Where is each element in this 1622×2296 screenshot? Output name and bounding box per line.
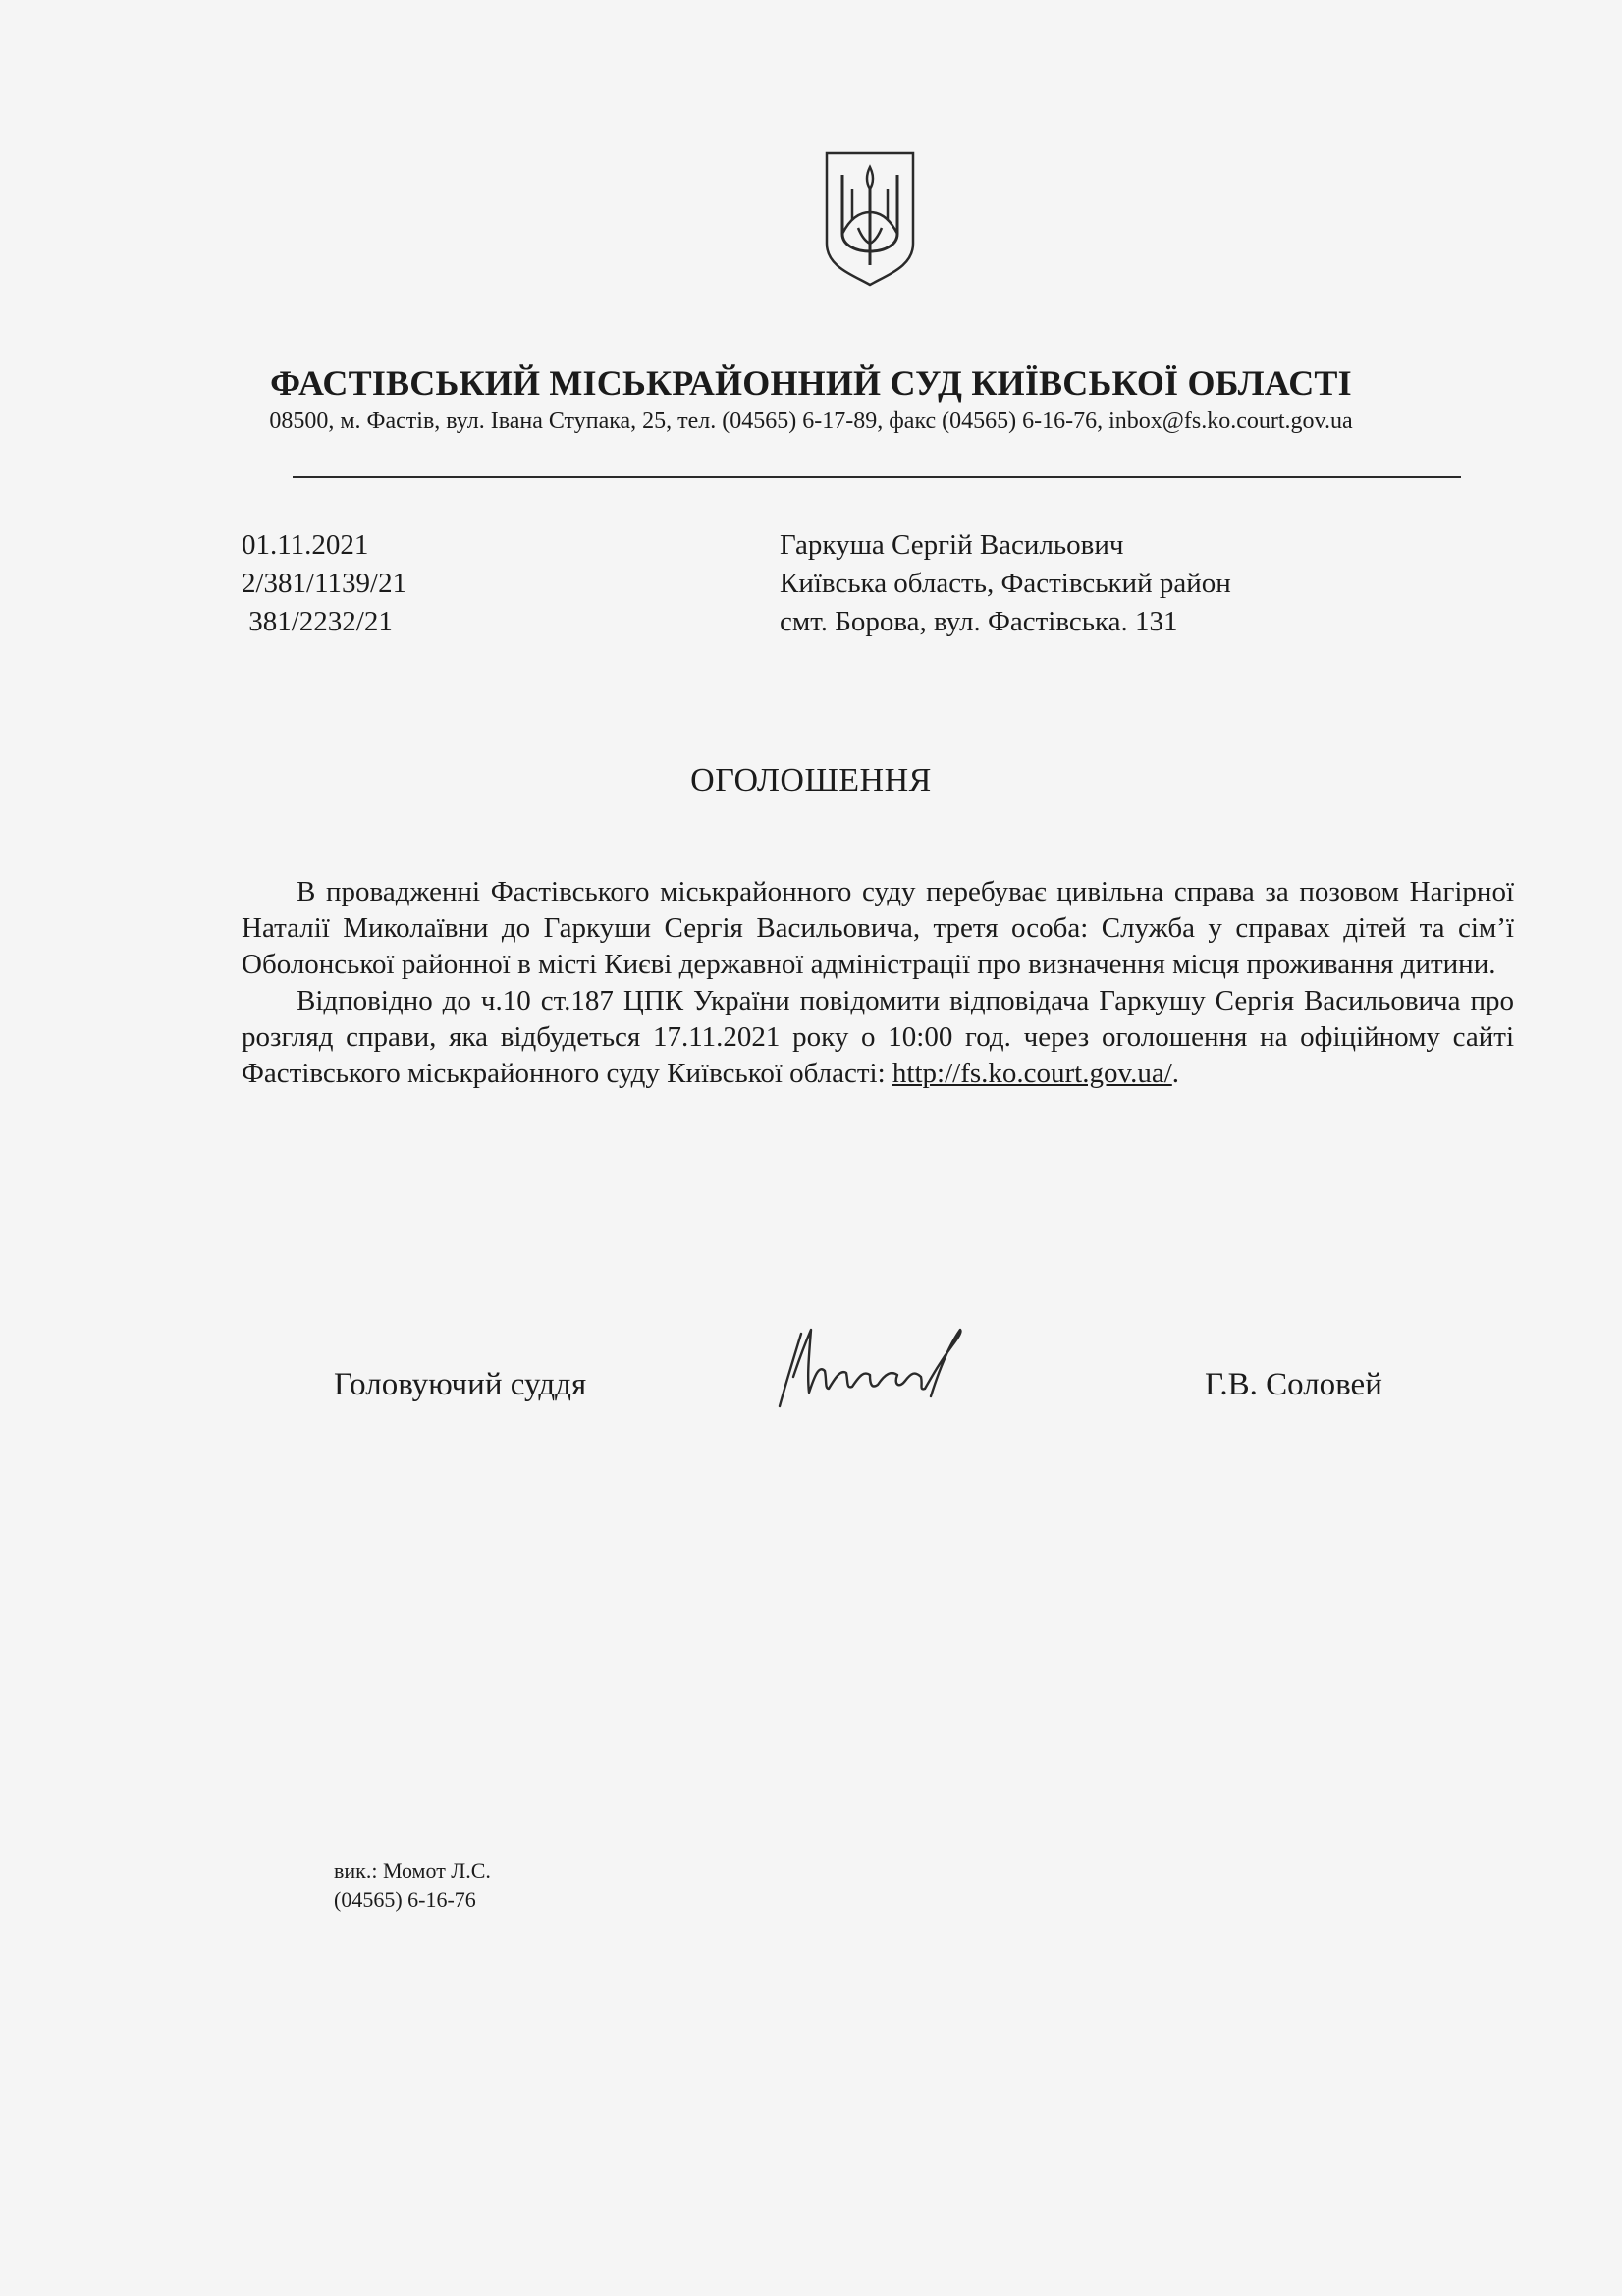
header-divider bbox=[293, 476, 1461, 478]
court-website-link[interactable]: http://fs.ko.court.gov.ua/ bbox=[892, 1058, 1172, 1089]
executor-block bbox=[334, 1856, 491, 1915]
document-date: 01.11.2021 bbox=[242, 529, 369, 561]
handwritten-signature bbox=[766, 1316, 1041, 1414]
recipient-address: смт. Борова, вул. Фастівська. 131 bbox=[780, 606, 1178, 637]
court-contacts: 08500, м. Фастів, вул. Івана Ступака, 25, тел. (04565) 6-17-89, факс (04565) 6-16-76, inbox@fs.ko.court.gov.ua bbox=[269, 409, 1353, 434]
recipient-name: Гаркуша Сергій Васильович bbox=[780, 529, 1124, 561]
signatory-role: Головуючий суддя bbox=[334, 1367, 587, 1402]
document-meta bbox=[242, 526, 406, 641]
judge-name: Г.В. Соловей bbox=[1205, 1367, 1382, 1402]
body-paragraph-2-text: Відповідно до ч.10 ст.187 ЦПК України повідомити відповідача Гаркушу Сергія Васильовича про розгляд справи, яка відбудеться 17.11.2021 року о 10:00 год. через оголошення на офіційному сайті Фастівського міськрайонного суду Київської області: bbox=[242, 985, 1514, 1089]
executor-phone: (04565) 6-16-76 bbox=[334, 1887, 476, 1912]
case-number: 2/381/1139/21 bbox=[242, 568, 407, 599]
document-title: ОГОЛОШЕННЯ bbox=[690, 762, 932, 798]
coat-of-arms-icon bbox=[823, 149, 917, 287]
executor-name: вик.: Момот Л.С. bbox=[334, 1858, 491, 1883]
link-suffix: . bbox=[1171, 1058, 1180, 1089]
recipient-region: Київська область, Фастівський район bbox=[780, 568, 1231, 599]
outgoing-number: 381/2232/21 bbox=[242, 606, 393, 637]
body-paragraph-2 bbox=[242, 983, 1514, 1092]
body-paragraph-1: В провадженні Фастівського міськрайонного суду перебуває цивільна справа за позовом Нагірної Наталії Миколаївни до Гаркуши Сергія Васильовича, третя особа: Служба у справах дітей та сім’ї Оболонської районної в місті Києві державної адміністрації про визначення місця проживання дитини. bbox=[242, 876, 1514, 980]
court-name: ФАСТІВСЬКИЙ МІСЬКРАЙОННИЙ СУД КИЇВСЬКОЇ ОБЛАСТІ bbox=[270, 363, 1352, 403]
document-body bbox=[242, 874, 1514, 1092]
recipient-block bbox=[780, 526, 1231, 641]
